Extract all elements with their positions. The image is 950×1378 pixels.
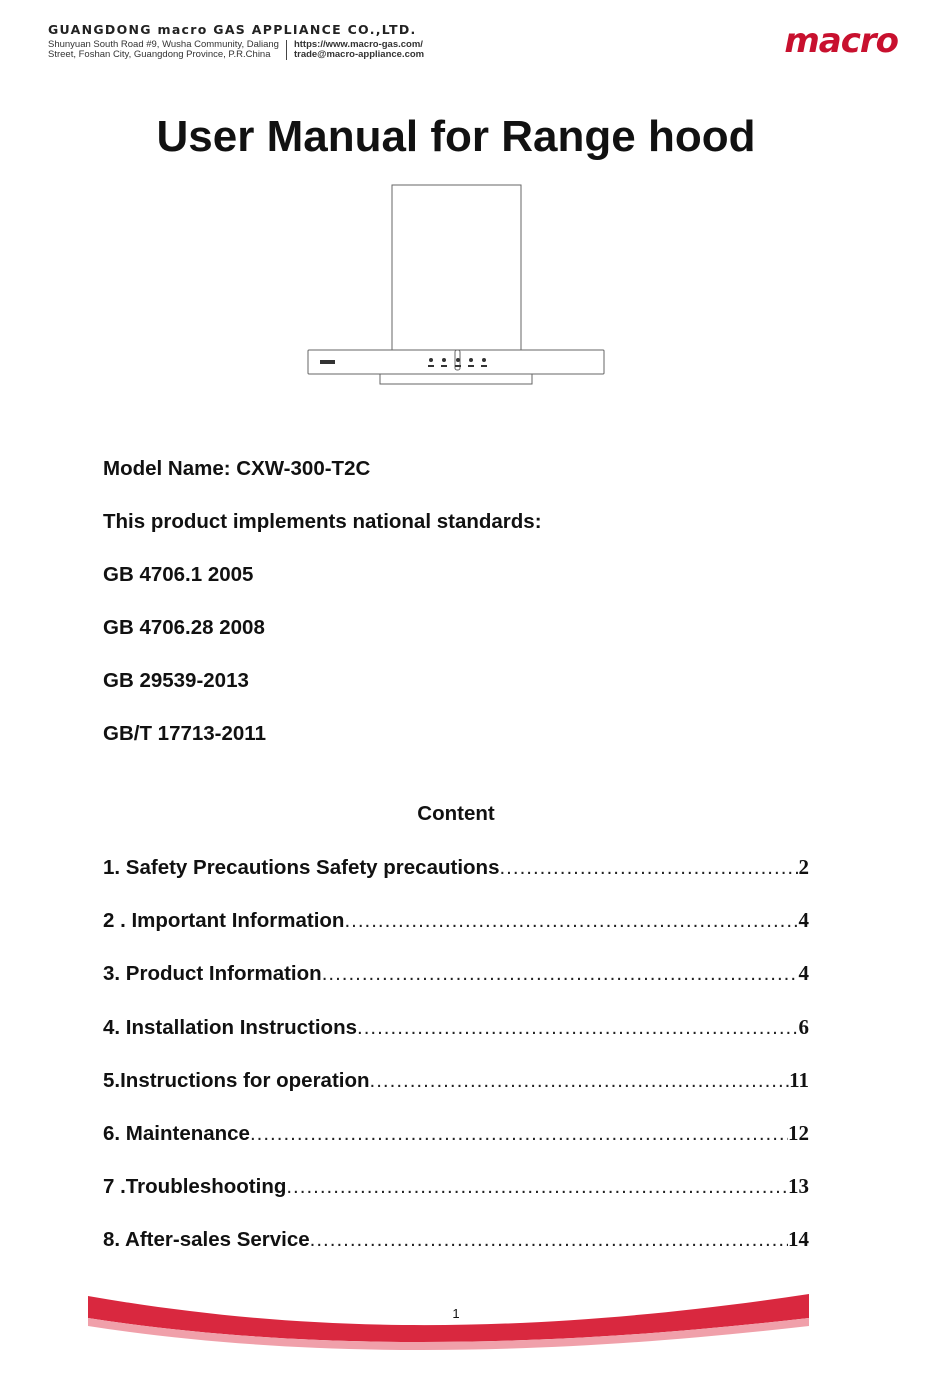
toc-label: 4. Installation Instructions — [103, 1015, 358, 1039]
toc-label: 8. After-sales Service — [103, 1228, 310, 1252]
toc-label: 2 . Important Information — [103, 909, 345, 933]
dot-leader — [344, 909, 798, 933]
toc-entry[interactable] — [103, 855, 809, 908]
email-link[interactable]: trade@macro-appliance.com — [293, 49, 425, 60]
toc-entry[interactable] — [103, 1227, 809, 1280]
range-hood-illustration — [0, 0, 950, 400]
toc-page: 4 — [798, 961, 809, 986]
website-link[interactable]: https://www.macro-gas.com/ — [293, 39, 423, 50]
product-info — [103, 457, 542, 775]
standards-intro: This product implements national standards: — [103, 510, 542, 533]
dot-leader — [357, 1016, 798, 1040]
toc-entry[interactable] — [103, 1015, 809, 1068]
model-name: Model Name: CXW-300-T2C — [103, 457, 371, 480]
toc-page: 13 — [788, 1174, 809, 1199]
standard-item: GB 29539-2013 — [103, 669, 249, 692]
toc-label: 5.Instructions for operation — [103, 1068, 370, 1092]
address-line: Shunyuan South Road #9, Wusha Community, Daliang — [48, 39, 279, 50]
toc-page: 6 — [798, 1014, 809, 1039]
standard-item: GB 4706.1 2005 — [103, 563, 254, 586]
toc-label: 3. Product Information — [103, 962, 322, 986]
footer-swoosh — [83, 1290, 813, 1360]
toc-entry[interactable] — [103, 1121, 809, 1174]
toc-page: 12 — [788, 1120, 809, 1145]
toc-page: 2 — [798, 855, 809, 879]
dot-leader — [370, 1069, 790, 1093]
address-line: Street, Foshan City, Guangdong Province, P.R.China — [48, 49, 271, 60]
toc-label: 7 .Troubleshooting — [103, 1175, 287, 1199]
macro-logo: macro — [784, 21, 898, 61]
toc-entry[interactable] — [103, 1174, 809, 1227]
standard-item: GB 4706.28 2008 — [103, 616, 265, 639]
content-heading: Content — [417, 802, 495, 825]
toc-entry[interactable] — [103, 1068, 809, 1121]
toc-entry[interactable] — [103, 908, 809, 961]
toc-label: 1. Safety Precautions Safety precautions — [103, 856, 500, 879]
dot-leader — [286, 1175, 788, 1199]
toc-page: 11 — [789, 1067, 809, 1092]
dot-leader — [499, 856, 798, 880]
page-number: 1 — [452, 1306, 460, 1321]
table-of-contents — [103, 855, 809, 1281]
toc-page: 4 — [798, 908, 809, 933]
standard-item: GB/T 17713-2011 — [103, 722, 266, 745]
toc-entry[interactable] — [103, 961, 809, 1014]
toc-label: 6. Maintenance — [103, 1121, 250, 1145]
dot-leader — [322, 962, 799, 986]
dot-leader — [310, 1228, 788, 1252]
dot-leader — [250, 1122, 788, 1146]
page-title: User Manual for Range hood — [156, 112, 756, 161]
company-name: GUANGDONG macro GAS APPLIANCE CO.,LTD. — [48, 22, 417, 37]
toc-page: 14 — [788, 1227, 809, 1252]
